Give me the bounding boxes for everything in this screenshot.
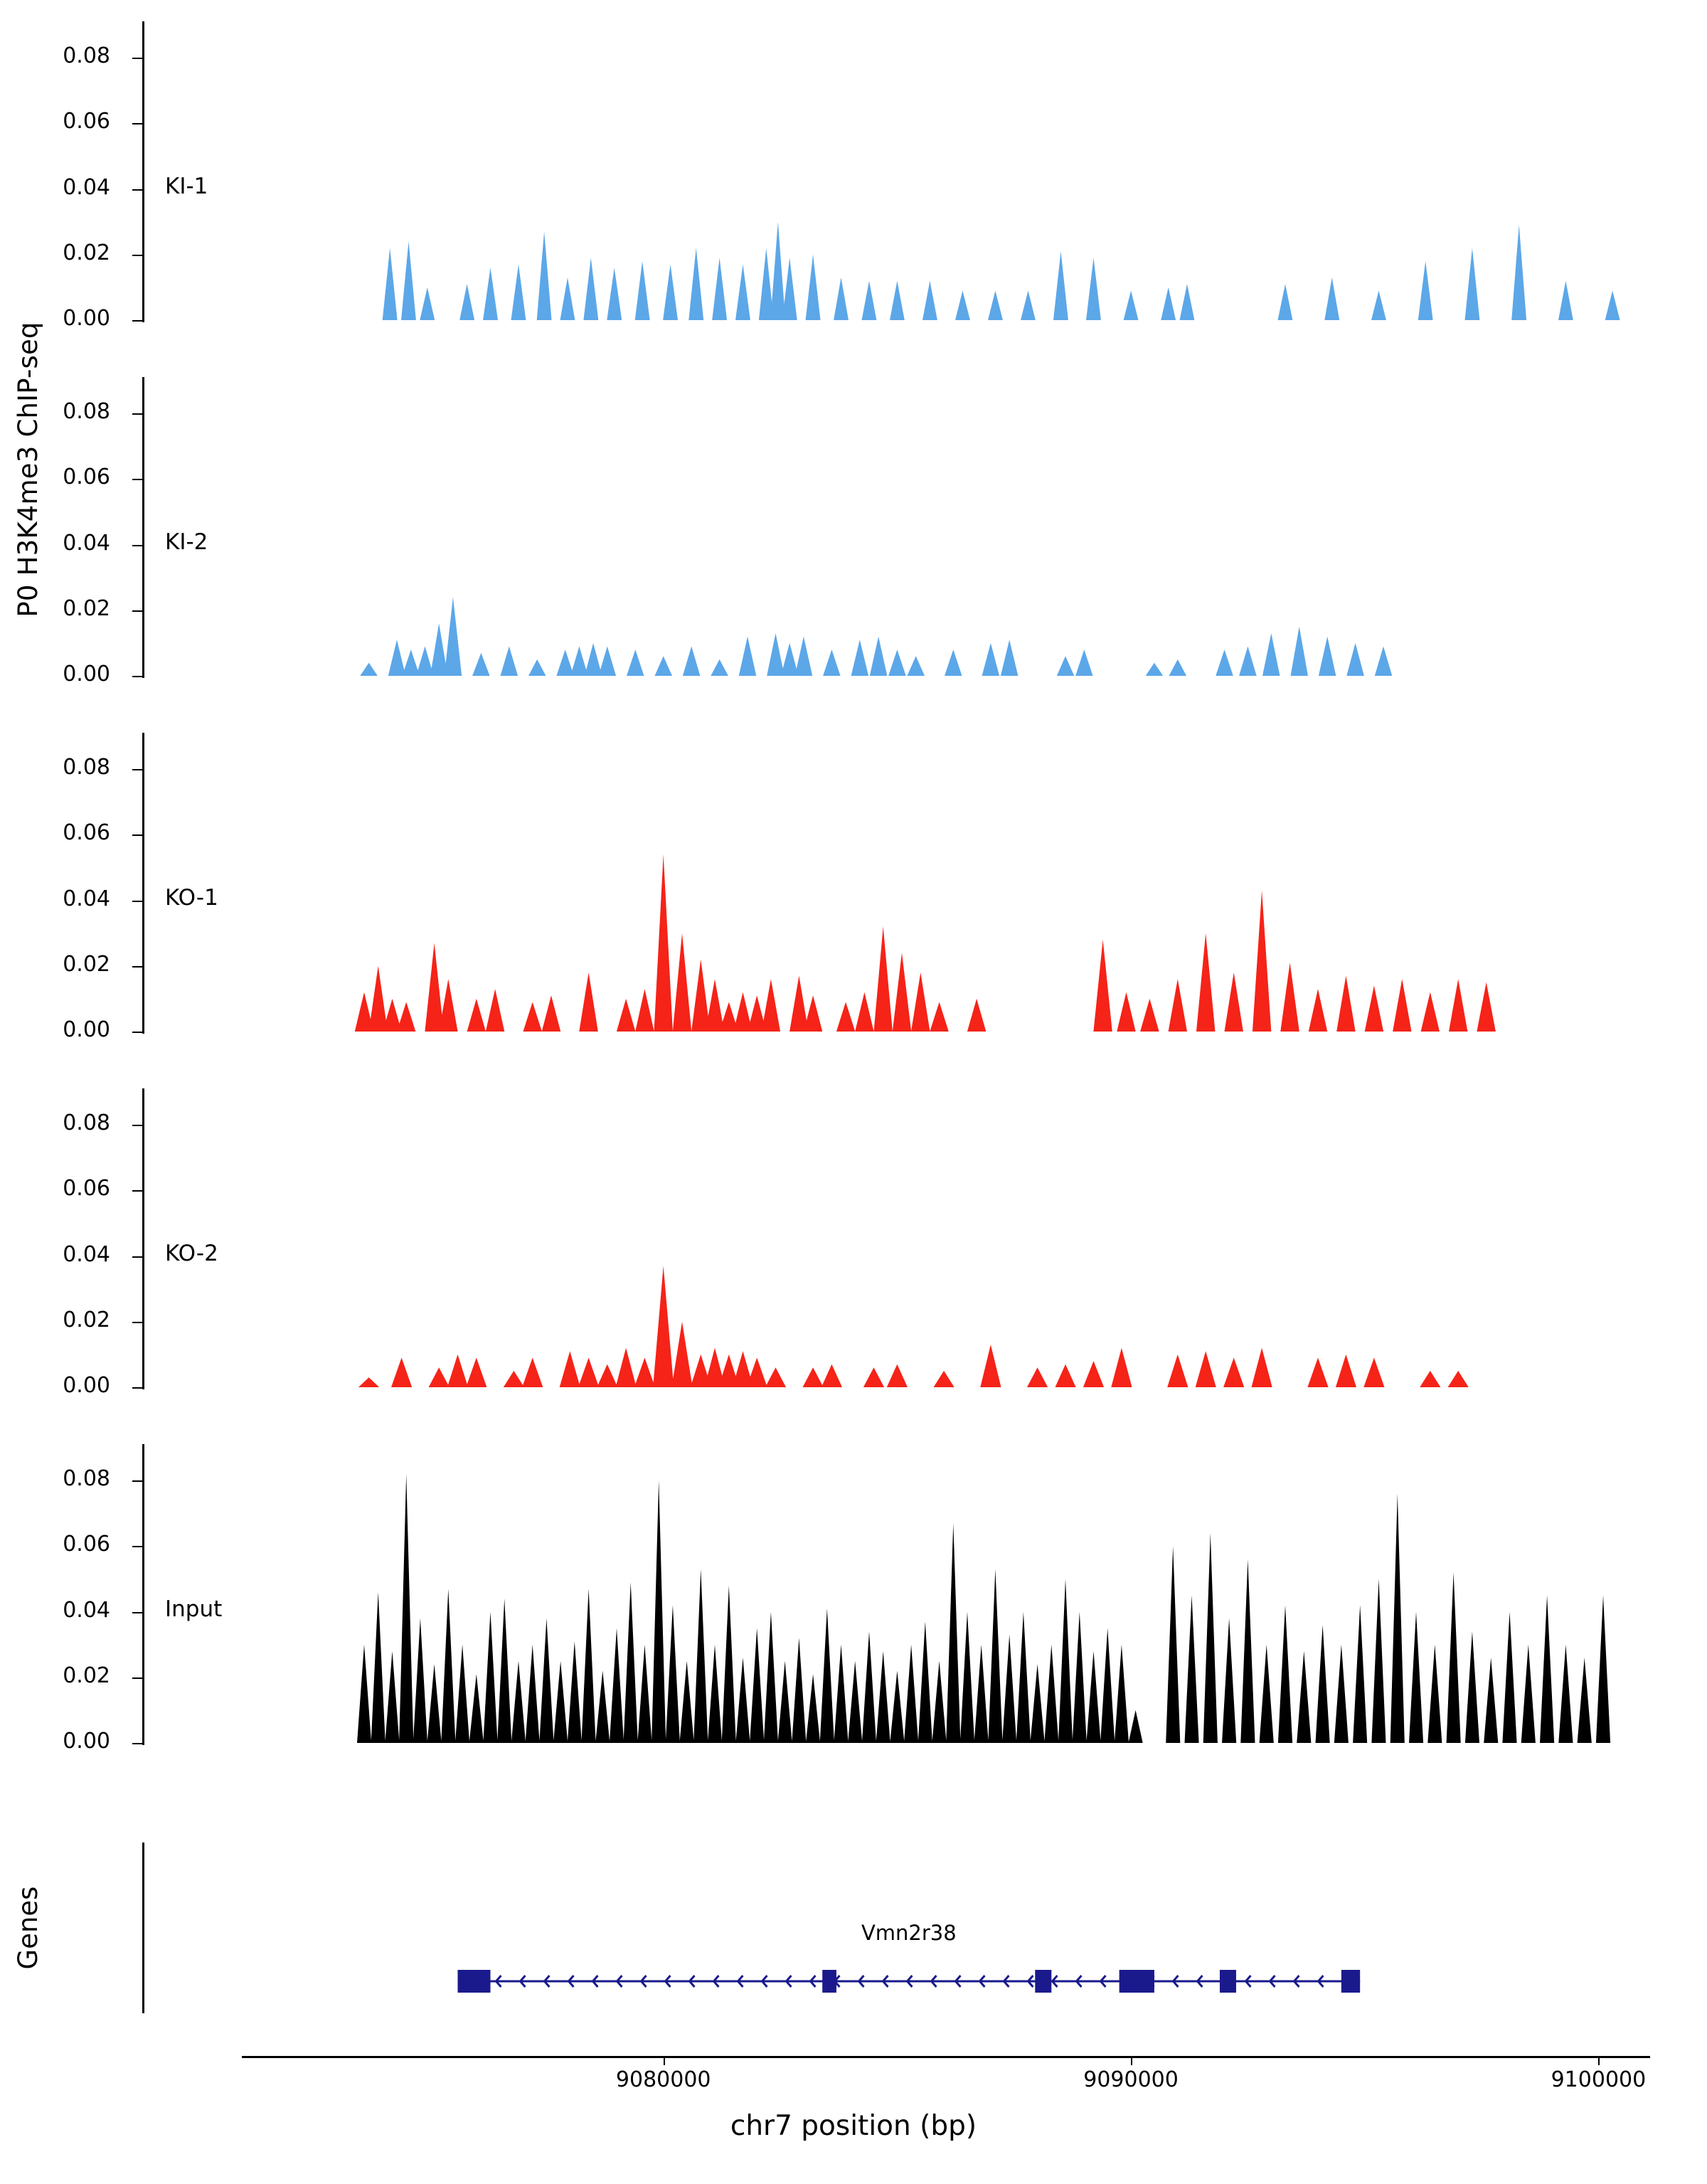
signal-track-ki-2 (0, 370, 1707, 726)
signal-track-ko-2 (0, 1081, 1707, 1437)
signal-plot-area (0, 14, 1707, 370)
y-tick-label: 0.08 (63, 1110, 110, 1136)
y-tick-label: 0.00 (63, 1729, 110, 1754)
y-tick-label: 0.04 (63, 530, 110, 556)
gene-track (0, 1843, 1707, 2049)
y-axis-title: P0 H3K4me3 ChIP-seq (13, 322, 43, 617)
y-tick-label: 0.00 (63, 306, 110, 331)
y-tick-label: 0.00 (63, 662, 110, 687)
signal-track-ki-1 (0, 14, 1707, 370)
y-tick-label: 0.06 (63, 1532, 110, 1557)
signal-track-input (0, 1437, 1707, 1793)
track-label: KO-1 (165, 884, 218, 911)
x-tick-label: 9090000 (1083, 2067, 1179, 2092)
y-tick-label: 0.02 (63, 595, 110, 621)
x-axis-title: chr7 position (bp) (730, 2110, 977, 2142)
x-tick-mark (1598, 2056, 1600, 2065)
track-label: KO-2 (165, 1240, 218, 1266)
y-tick-label: 0.08 (63, 399, 110, 425)
y-tick-label: 0.06 (63, 820, 110, 846)
y-tick-label: 0.04 (63, 1597, 110, 1623)
x-tick-label: 9100000 (1551, 2067, 1647, 2092)
y-tick-label: 0.04 (63, 1241, 110, 1267)
signal-plot-area (0, 1081, 1707, 1437)
signal-track-ko-1 (0, 726, 1707, 1081)
signal-plot-area (0, 370, 1707, 726)
x-tick-mark (1131, 2056, 1132, 2065)
track-label: KI-1 (165, 173, 208, 199)
x-tick-mark (664, 2056, 665, 2065)
y-tick-label: 0.04 (63, 886, 110, 911)
y-tick-label: 0.06 (63, 109, 110, 134)
genes-axis-title: Genes (13, 1886, 43, 1970)
y-tick-label: 0.06 (63, 465, 110, 490)
y-tick-label: 0.02 (63, 1663, 110, 1688)
signal-plot-area (0, 1437, 1707, 1793)
y-tick-label: 0.06 (63, 1176, 110, 1202)
x-tick-label: 9080000 (615, 2067, 711, 2092)
y-tick-label: 0.04 (63, 174, 110, 200)
signal-plot-area (0, 726, 1707, 1081)
y-tick-label: 0.00 (63, 1373, 110, 1398)
x-axis (0, 2056, 1707, 2184)
y-tick-label: 0.00 (63, 1017, 110, 1042)
y-tick-label: 0.08 (63, 1466, 110, 1492)
y-tick-label: 0.02 (63, 951, 110, 977)
y-tick-label: 0.08 (63, 755, 110, 780)
y-tick-label: 0.02 (63, 1307, 110, 1332)
track-label: Input (165, 1596, 223, 1622)
x-axis-line (242, 2056, 1650, 2058)
gene-name-label: Vmn2r38 (861, 1921, 957, 1945)
y-tick-label: 0.08 (63, 43, 110, 69)
y-tick-label: 0.02 (63, 240, 110, 265)
track-label: KI-2 (165, 529, 208, 555)
